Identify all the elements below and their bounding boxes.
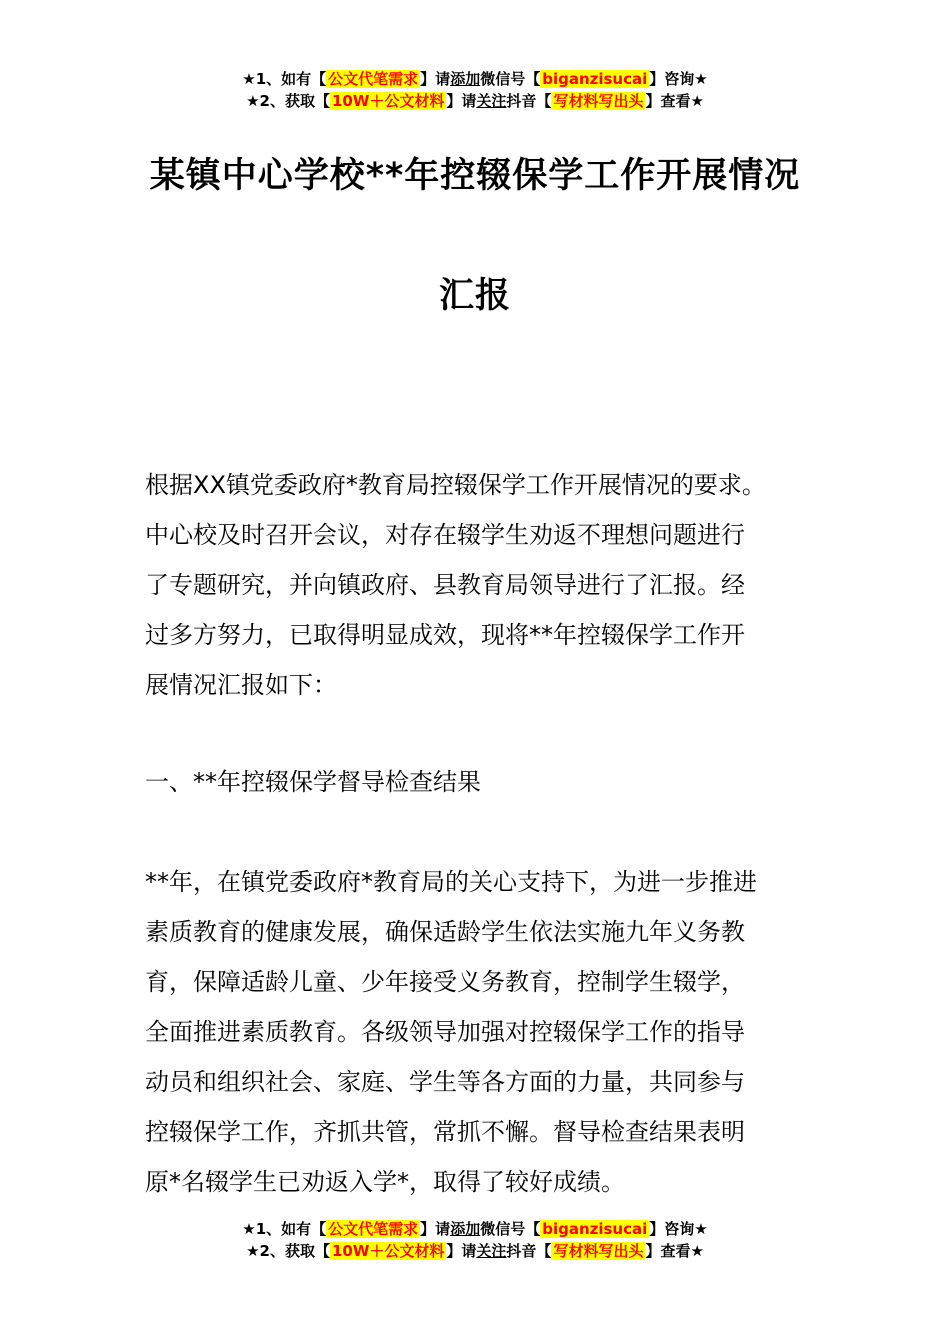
- paragraph-line: 动员和组织社会、家庭、学生等各方面的力量，共同参与: [145, 1068, 745, 1096]
- intro-paragraph: [145, 460, 810, 710]
- document-title-line-1: 某镇中心学校**年控辍保学工作开展情况: [149, 156, 801, 196]
- banner-line-1: ★1、如有【 公文代笔需求 】请添加微信号【 biganzisucai 】咨询★: [242, 70, 708, 88]
- bottom-banner: [0, 1218, 950, 1262]
- banner-douyin-id: 写材料写出头: [553, 92, 644, 110]
- banner-wechat-id: biganzisucai: [542, 1220, 648, 1238]
- banner-line-2: ★2、获取【 10W＋公文材料 】请关注抖音【 写材料写出头 】查看★: [246, 92, 704, 110]
- section-1-paragraph: [145, 857, 810, 1207]
- banner-highlight: 公文代笔需求: [328, 1220, 419, 1238]
- paragraph-line: 中心校及时召开会议，对存在辍学生劝返不理想问题进行: [145, 521, 745, 549]
- banner-highlight: 10W＋公文材料: [331, 1242, 445, 1260]
- banner-line-1: ★1、如有【 公文代笔需求 】请添加微信号【 biganzisucai 】咨询★: [242, 1220, 708, 1238]
- document-title-line-2: 汇报: [438, 276, 511, 316]
- banner-highlight: 公文代笔需求: [328, 70, 419, 88]
- banner-highlight: 10W＋公文材料: [331, 92, 445, 110]
- paragraph-line: 控辍保学工作，齐抓共管，常抓不懈。督导检查结果表明: [145, 1118, 745, 1146]
- paragraph-line: 原*名辍学生已劝返入学*，取得了较好成绩。: [145, 1168, 625, 1196]
- section-heading-1: 一、**年控辍保学督导检查结果: [145, 768, 481, 796]
- paragraph-line: 素质教育的健康发展，确保适龄学生依法实施九年义务教: [145, 918, 745, 946]
- paragraph-line: 根据XX镇党委政府*教育局控辍保学工作开展情况的要求。: [145, 471, 766, 499]
- top-banner: [0, 68, 950, 112]
- paragraph-line: **年，在镇党委政府*教育局的关心支持下，为进一步推进: [145, 868, 757, 896]
- paragraph-line: 过多方努力，已取得明显成效，现将**年控辍保学工作开: [145, 621, 745, 649]
- paragraph-line: 育，保障适龄儿童、少年接受义务教育，控制学生辍学，: [145, 968, 745, 996]
- banner-line-2: ★2、获取【 10W＋公文材料 】请关注抖音【 写材料写出头 】查看★: [246, 1242, 704, 1260]
- paragraph-line: 展情况汇报如下：: [145, 671, 337, 699]
- paragraph-line: 全面推进素质教育。各级领导加强对控辍保学工作的指导: [145, 1018, 745, 1046]
- banner-wechat-id: biganzisucai: [542, 70, 648, 88]
- banner-douyin-id: 写材料写出头: [553, 1242, 644, 1260]
- paragraph-line: 了专题研究，并向镇政府、县教育局领导进行了汇报。经: [145, 571, 745, 599]
